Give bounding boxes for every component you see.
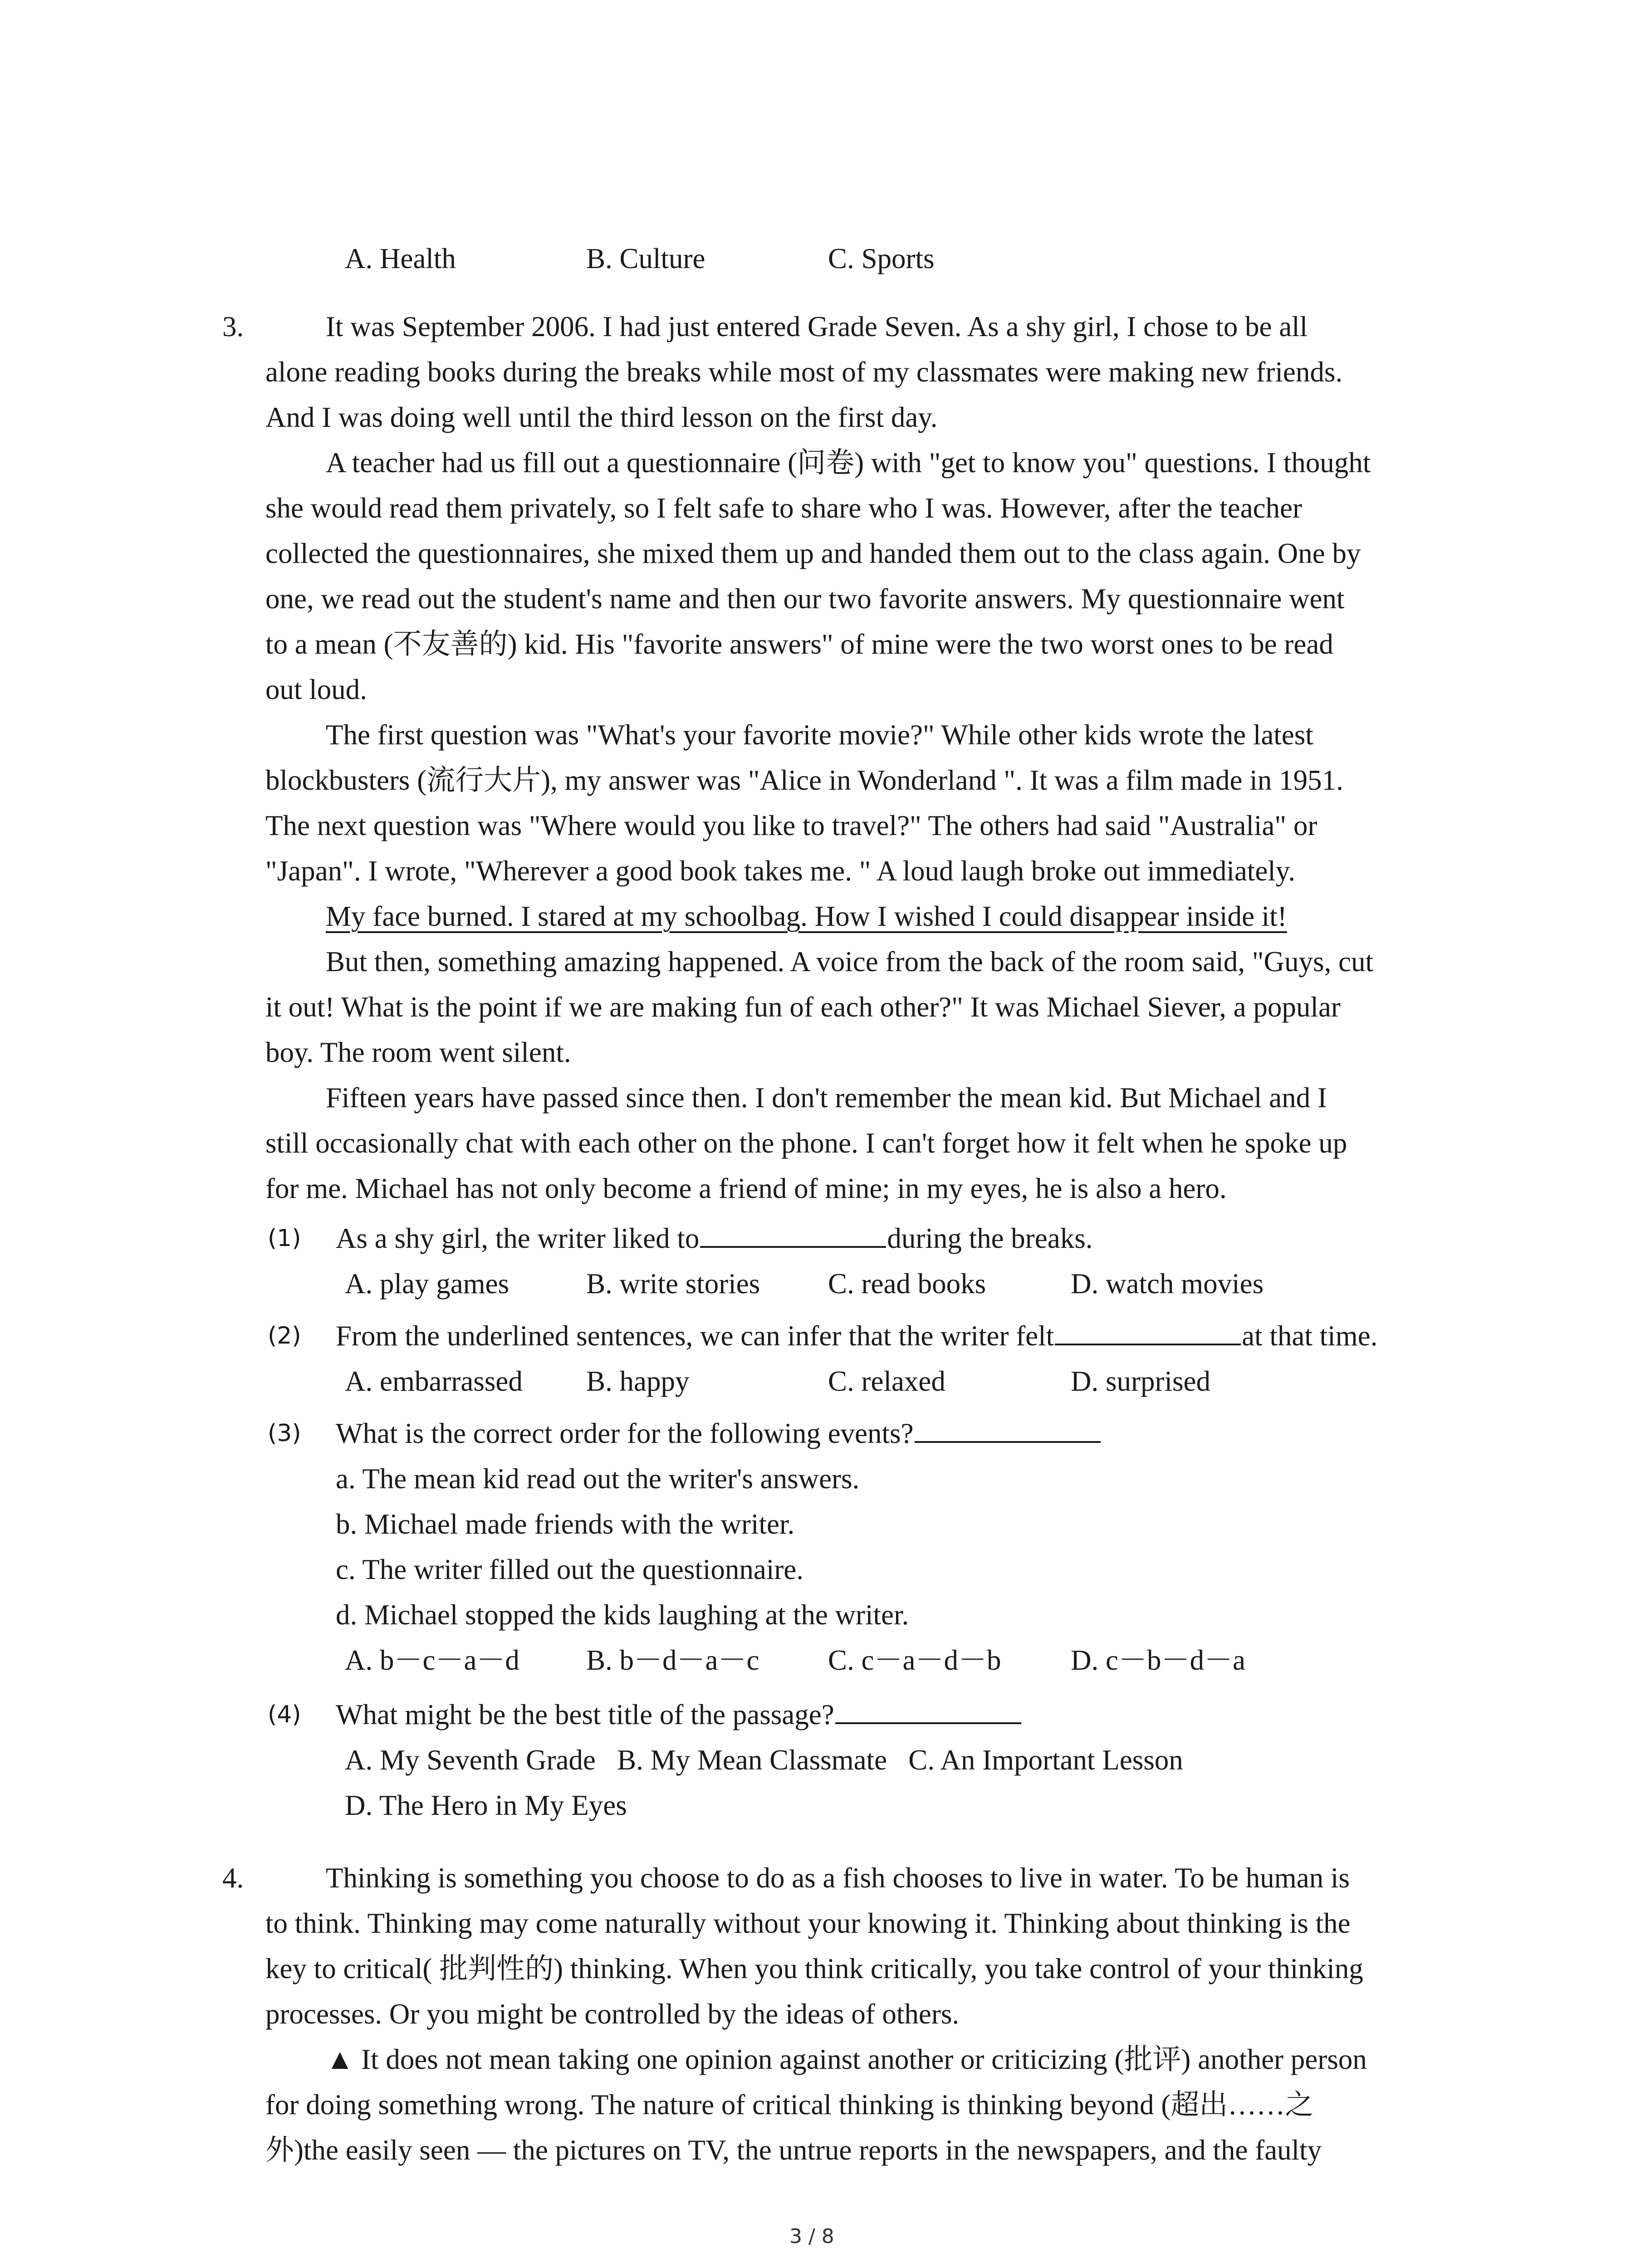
passage-line: It was September 2006. I had just entered Grade Seven. As a shy girl, I chose to be all	[326, 311, 1308, 342]
option-a: A. play games	[345, 1268, 509, 1300]
passage-line: to a mean (不友善的) kid. His "favorite answers" of mine were the two worst ones to be read	[265, 628, 1333, 660]
question-number: 4.	[222, 1862, 244, 1894]
passage-line: processes. Or you might be controlled by the ideas of others.	[265, 1998, 960, 2030]
option-c: C. c－a－d－b	[828, 1644, 1001, 1676]
passage-line: blockbusters (流行大片), my answer was "Alice in Wonderland ". It was a film made in 1951.	[265, 764, 1343, 796]
sub-question-number: (4)	[268, 1701, 301, 1728]
passage-line: Thinking is something you choose to do as a fish chooses to live in water. To be human is	[326, 1862, 1350, 1894]
passage-line: ▲ It does not mean taking one opinion against another or criticizing (批评) another person	[326, 2043, 1367, 2075]
passage-line: out loud.	[265, 674, 367, 705]
passage-line: it out! What is the point if we are making fun of each other?" It was Michael Siever, a popular	[265, 991, 1341, 1023]
option-b: B. write stories	[586, 1268, 760, 1300]
option-d: D. c－b－d－a	[1071, 1644, 1245, 1676]
q2-option-b: B. Culture	[586, 243, 705, 274]
option-d: D. surprised	[1071, 1365, 1210, 1397]
passage-line: The next question was "Where would you like to travel?" The others had said "Australia" or	[265, 810, 1318, 841]
underlined-sentences: My face burned. I stared at my schoolbag. How I wished I could disappear inside it!	[326, 900, 1287, 932]
passage-line: Fifteen years have passed since then. I don't remember the mean kid. But Michael and I	[326, 1082, 1327, 1114]
q2-option-a: A. Health	[345, 243, 456, 274]
option-b: B. happy	[586, 1365, 690, 1397]
passage-line: she would read them privately, so I felt safe to share who I was. However, after the teacher	[265, 492, 1302, 524]
option-a: A. b－c－a－d	[345, 1644, 519, 1676]
passage-line: boy. The room went silent.	[265, 1036, 571, 1068]
question-number: 3.	[222, 311, 244, 342]
passage-line: collected the questionnaires, she mixed them up and handed them out to the class again. One by	[265, 538, 1361, 569]
answer-blank	[915, 1414, 1101, 1443]
sub-question-number: (3)	[268, 1420, 301, 1447]
sub-question-number: (2)	[268, 1322, 301, 1349]
passage-line: 外)the easily seen — the pictures on TV, the untrue reports in the newspapers, and the faulty	[265, 2134, 1322, 2166]
passage-line: The first question was "What's your favorite movie?" While other kids wrote the latest	[326, 719, 1313, 751]
passage-line: for me. Michael has not only become a friend of mine; in my eyes, he is also a hero.	[265, 1173, 1227, 1204]
passage-line: to think. Thinking may come naturally without your knowing it. Thinking about thinking is the	[265, 1907, 1351, 1939]
option-c: C. read books	[828, 1268, 986, 1300]
event-item: c. The writer filled out the questionnaire.	[336, 1554, 804, 1585]
passage-line: for doing something wrong. The nature of critical thinking is thinking beyond (超出……之	[265, 2089, 1314, 2121]
event-item: a. The mean kid read out the writer's answers.	[336, 1463, 860, 1495]
passage-line: key to critical( 批判性的) thinking. When you think critically, you take control of your thinking	[265, 1953, 1363, 1984]
q2-option-c: C. Sports	[828, 243, 935, 274]
option-d: D. The Hero in My Eyes	[345, 1789, 627, 1821]
event-item: b. Michael made friends with the writer.	[336, 1508, 795, 1540]
passage-line: "Japan". I wrote, "Wherever a good book takes me. " A loud laugh broke out immediately.	[265, 855, 1295, 887]
passage-line: And I was doing well until the third lesson on the first day.	[265, 401, 938, 433]
option-d: D. watch movies	[1071, 1268, 1264, 1300]
sub-question-stem: What might be the best title of the passage?	[336, 1692, 1022, 1737]
passage-line: A teacher had us fill out a questionnaire (问卷) with "get to know you" questions. I thought	[326, 447, 1371, 479]
sub-question-number: (1)	[268, 1225, 301, 1252]
options-abc: A. My Seventh Grade B. My Mean Classmate C. An Important Lesson	[345, 1744, 1183, 1776]
passage-line: alone reading books during the breaks while most of my classmates were making new friends.	[265, 356, 1343, 388]
passage-line: still occasionally chat with each other on the phone. I can't forget how it felt when he spoke up	[265, 1127, 1347, 1159]
option-c: C. relaxed	[828, 1365, 945, 1397]
sub-question-stem: What is the correct order for the following events?	[336, 1411, 1102, 1456]
passage-line: But then, something amazing happened. A voice from the back of the room said, "Guys, cut	[326, 946, 1373, 978]
sub-question-stem: From the underlined sentences, we can infer that the writer felt at that time.	[336, 1313, 1377, 1359]
option-b: B. b－d－a－c	[586, 1644, 759, 1676]
answer-blank	[700, 1219, 886, 1248]
page-number: 3 / 8	[789, 2225, 834, 2248]
event-item: d. Michael stopped the kids laughing at the writer.	[336, 1599, 909, 1631]
answer-blank	[835, 1695, 1021, 1724]
answer-blank	[1055, 1316, 1241, 1345]
passage-line: one, we read out the student's name and then our two favorite answers. My questionnaire went	[265, 583, 1345, 615]
sub-question-stem: As a shy girl, the writer liked to during the breaks.	[336, 1216, 1092, 1261]
option-a: A. embarrassed	[345, 1365, 523, 1397]
